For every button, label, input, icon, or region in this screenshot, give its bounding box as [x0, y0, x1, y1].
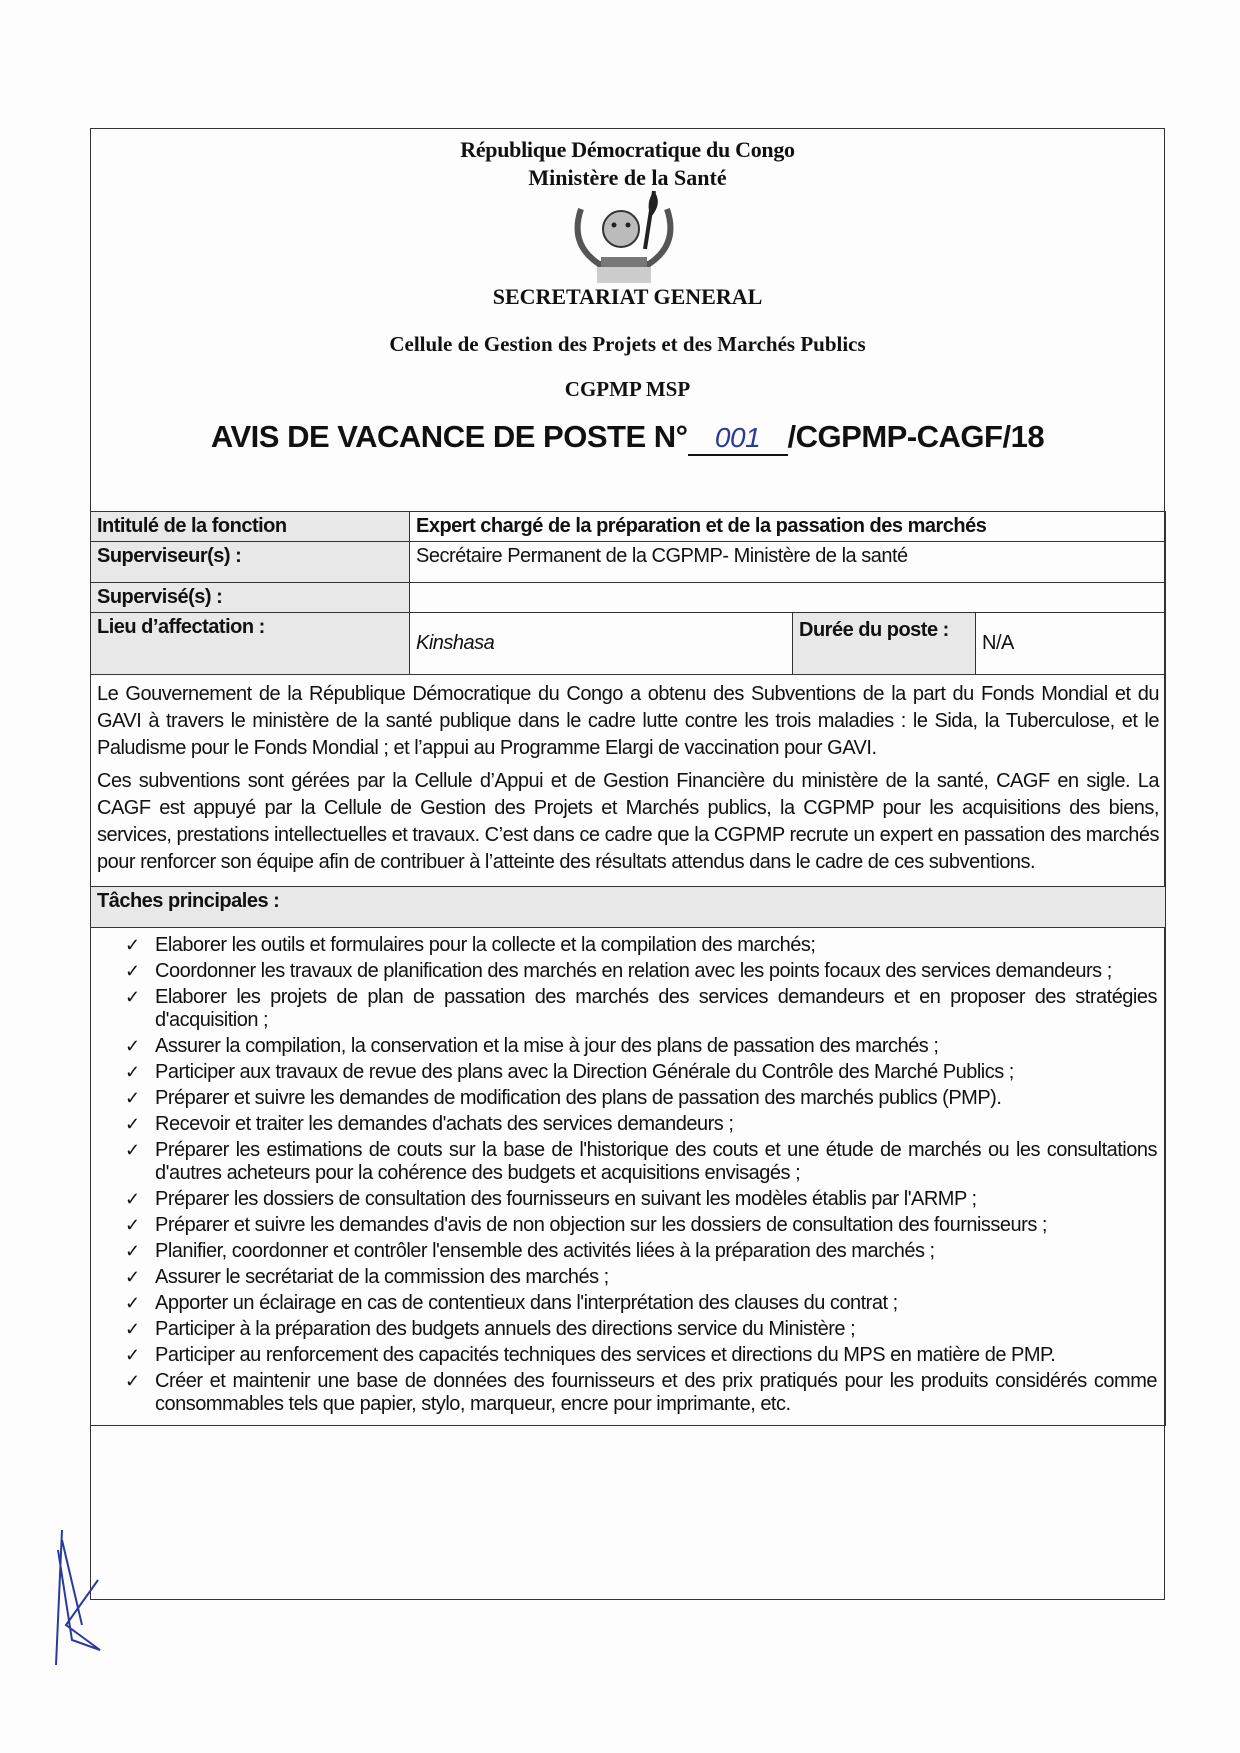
task-item [125, 960, 1157, 983]
task-item [125, 1113, 1157, 1136]
tasks-list [91, 928, 1165, 1425]
checkmark-icon: ✓ [125, 1189, 140, 1209]
table-row [91, 675, 1166, 887]
tasks-cell [91, 928, 1166, 1426]
context-paragraph: Ces subventions sont gérées par la Cellule d’Appui et de Gestion Financière du ministère de la santé, CAGF en sigle. La CAGF est appuyé par la Cellule de Gestion des Projets et Marchés publics, la CGPMP pour les acquisitions des biens, services, prestations intellectuelles et travaux. C’est dans ce cadre que la CGPMP recrute un expert en passation des marchés pour renforcer son équipe afin de contribuer à l’atteinte des résultats attendus dans le cadre de ces subventions. [97, 770, 1159, 873]
acronym-heading: CGPMP MSP [564, 377, 691, 401]
task-text: Participer aux travaux de revue des plans avec la Direction Générale du Contrôle des Marché Publics ; [155, 1061, 1014, 1083]
task-item [125, 1061, 1157, 1084]
table-row [91, 887, 1166, 928]
checkmark-icon: ✓ [125, 961, 140, 981]
checkmark-icon: ✓ [125, 1215, 140, 1235]
supervised-value [410, 583, 1166, 613]
task-item [125, 1214, 1157, 1237]
task-item [125, 1370, 1157, 1416]
duration-value: N/A [976, 613, 1166, 675]
table-row [91, 542, 1166, 583]
country-name: République Démocratique du Congo [460, 137, 795, 162]
function-value: Expert chargé de la préparation et de la passation des marchés [410, 512, 1166, 542]
task-text: Préparer et suivre les demandes d'avis de non objection sur les dossiers de consultation des fournisseurs ; [155, 1214, 1047, 1236]
task-item [125, 1344, 1157, 1367]
location-label: Lieu d’affectation : [91, 613, 410, 675]
title-prefix: AVIS DE VACANCE DE POSTE N° [210, 419, 688, 454]
notice-title [91, 419, 1164, 456]
table-row [91, 512, 1166, 542]
checkmark-icon: ✓ [125, 1088, 140, 1108]
task-item [125, 986, 1157, 1032]
task-text: Recevoir et traiter les demandes d'achats des services demandeurs ; [155, 1113, 734, 1135]
task-item [125, 1035, 1157, 1058]
coat-of-arms-emblem [559, 189, 689, 284]
supervisor-value: Secrétaire Permanent de la CGPMP- Ministère de la santé [410, 542, 1166, 583]
table-row [91, 613, 1166, 675]
task-text: Elaborer les projets de plan de passation des marchés des services demandeurs et en proposer des stratégies d'acquisition ; [155, 986, 1157, 1031]
task-item [125, 1292, 1157, 1315]
task-item [125, 1318, 1157, 1341]
task-item [125, 1240, 1157, 1263]
checkmark-icon: ✓ [125, 1062, 140, 1082]
checkmark-icon: ✓ [125, 1319, 140, 1339]
checkmark-icon: ✓ [125, 1036, 140, 1056]
job-vacancy-notice [90, 128, 1165, 1600]
tasks-heading: Tâches principales : [91, 887, 1166, 928]
task-item [125, 1188, 1157, 1211]
task-text: Préparer et suivre les demandes de modification des plans de passation des marchés publics (PMP). [155, 1087, 1002, 1109]
handwritten-notice-number: 001 [688, 422, 788, 456]
task-text: Planifier, coordonner et contrôler l'ensemble des activités liées à la préparation des marchés ; [155, 1240, 935, 1262]
checkmark-icon: ✓ [125, 1345, 140, 1365]
secretariat-heading: SECRETARIAT GENERAL [492, 284, 763, 309]
task-text: Créer et maintenir une base de données des fournisseurs et des prix pratiqués pour les produits considérés comme consommables tels que papier, stylo, marqueur, encre pour imprimante, etc. [155, 1370, 1157, 1415]
checkmark-icon: ✓ [125, 1267, 140, 1287]
task-item [125, 1266, 1157, 1289]
checkmark-icon: ✓ [125, 987, 140, 1007]
checkmark-icon: ✓ [125, 1114, 140, 1134]
task-item [125, 1087, 1157, 1110]
context-paragraph: Le Gouvernement de la République Démocratique du Congo a obtenu des Subventions de la part du Fonds Mondial et du GAVI à travers le ministère de la santé publique dans le cadre lutte contre les trois maladies : le Sida, la Tuberculose, et le Paludisme pour le Fonds Mondial ; et l’appui au Programme Elargi de vaccination pour GAVI. [97, 683, 1159, 759]
ministry-name: Ministère de la Santé [528, 165, 727, 190]
table-row [91, 583, 1166, 613]
checkmark-icon: ✓ [125, 1371, 140, 1391]
function-label: Intitulé de la fonction [91, 512, 410, 542]
duration-label: Durée du poste : [793, 613, 976, 675]
task-text: Elaborer les outils et formulaires pour la collecte et la compilation des marchés; [155, 934, 816, 956]
checkmark-icon: ✓ [125, 1241, 140, 1261]
task-text: Assurer la compilation, la conservation et la mise à jour des plans de passation des marchés ; [155, 1035, 939, 1057]
task-text: Coordonner les travaux de planification des marchés en relation avec les points focaux des services demandeurs ; [155, 960, 1112, 982]
supervised-label: Supervisé(s) : [91, 583, 410, 613]
task-text: Participer à la préparation des budgets annuels des directions service du Ministère ; [155, 1318, 856, 1340]
task-text: Préparer les dossiers de consultation des fournisseurs en suivant les modèles établis par l'ARMP ; [155, 1188, 977, 1210]
checkmark-icon: ✓ [125, 1293, 140, 1313]
table-row [91, 928, 1166, 1426]
task-text: Assurer le secrétariat de la commission des marchés ; [155, 1266, 609, 1288]
title-suffix: /CGPMP-CAGF/18 [787, 419, 1045, 454]
task-text: Apporter un éclairage en cas de contentieux dans l'interprétation des clauses du contrat ; [155, 1292, 898, 1314]
checkmark-icon: ✓ [125, 1140, 140, 1160]
task-item [125, 1139, 1157, 1185]
cell-heading: Cellule de Gestion des Projets et des Marchés Publics [389, 332, 866, 356]
job-details-table [90, 511, 1166, 1426]
task-text: Préparer les estimations de couts sur la base de l'historique des couts et une étude de marchés ou les consultations d'autres acheteurs pour la cohérence des budgets et acquisitions envisagés ; [155, 1139, 1157, 1184]
task-item [125, 934, 1157, 957]
supervisor-label: Superviseur(s) : [91, 542, 410, 583]
location-value: Kinshasa [410, 613, 793, 675]
task-text: Participer au renforcement des capacités techniques des services et directions du MPS en matière de PMP. [155, 1344, 1056, 1366]
checkmark-icon: ✓ [125, 935, 140, 955]
context-section [91, 675, 1166, 887]
handwritten-signature [52, 1530, 122, 1665]
